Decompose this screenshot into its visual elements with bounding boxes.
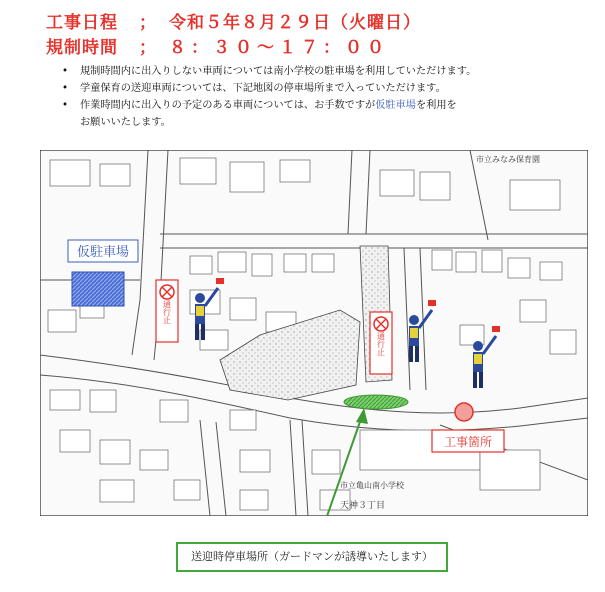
notes-list: [62, 63, 562, 131]
construction-label: 工事箇所: [443, 435, 493, 449]
district-label: 天神３丁目: [340, 501, 386, 511]
road-closed-sign-left: [156, 280, 178, 342]
note-3-text-a: 作業時間内に出入りの予定のある車両については、お手数ですが: [80, 100, 376, 111]
temp-parking-link-text: 仮駐車場: [375, 100, 416, 111]
date-label: 工事日程: [46, 13, 118, 33]
time-separator: ；: [139, 38, 157, 58]
note-3-text-b: を利用を: [415, 100, 457, 111]
note-1-text: 規制時間内に出入りしない車両については南小学校の駐車場を利用していただけます。: [80, 66, 477, 77]
time-value: ８：３０～１７：００: [169, 38, 389, 58]
date-value: 令和５年８月２９日（火曜日）: [169, 13, 421, 33]
area-map: [40, 150, 588, 516]
pickup-stop-area: [344, 395, 408, 409]
time-label: 規制時間: [46, 38, 118, 58]
date-separator: ；: [139, 13, 157, 33]
nursery-label: 市立みなみ保育園: [476, 155, 540, 164]
sign-text-right: 通行止: [376, 332, 386, 356]
road-closed-sign-right: [370, 312, 392, 374]
note-2-text: 学童保育の送迎車両については、下記地図の停車場所まで入っていただけます。: [80, 83, 446, 94]
note-item: [62, 80, 562, 97]
pickup-stop-caption: 送迎時停車場所（ガードマンが誘導いたします）: [176, 542, 448, 572]
note-item: [62, 63, 562, 80]
temp-parking-label: 仮駐車場: [76, 245, 130, 260]
school-label: 市立亀山南小学校: [340, 481, 404, 490]
note-3-text-c: お願いいたします。: [80, 117, 171, 128]
temp-parking-area: [72, 272, 124, 306]
note-item: [62, 97, 562, 131]
sign-text-left: 通行止: [162, 300, 172, 324]
construction-marker: [455, 403, 473, 421]
